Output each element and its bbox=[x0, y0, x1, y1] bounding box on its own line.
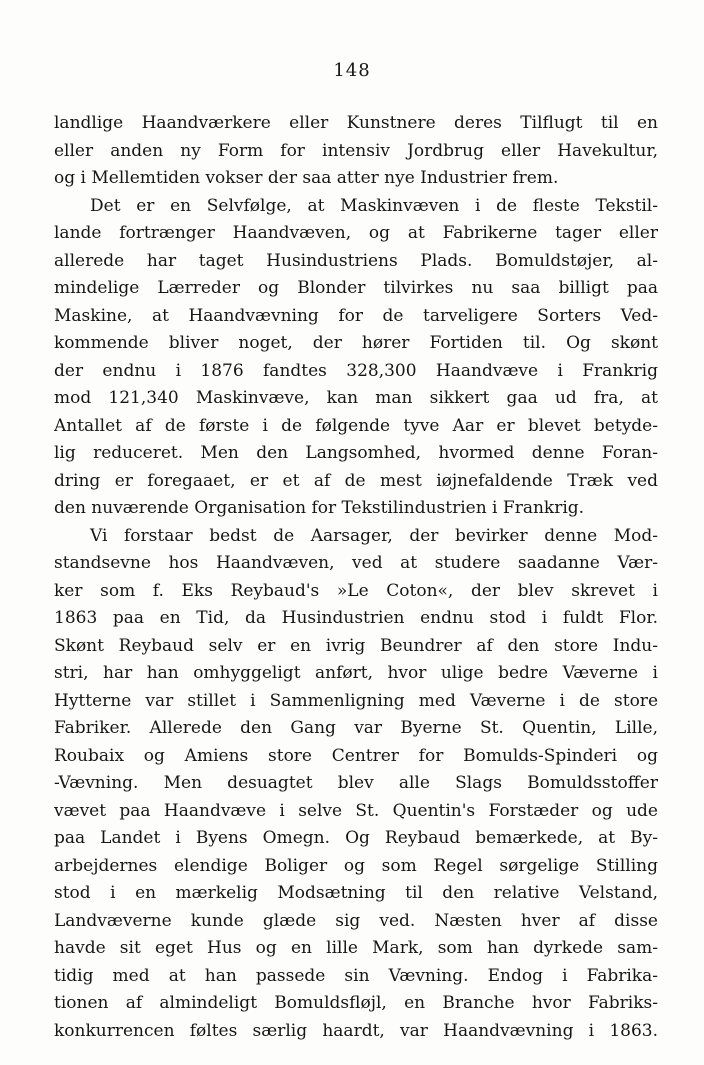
text-line: Maskine, at Haandvævning for de tarveligere Sorters Ved- bbox=[54, 305, 658, 326]
text-line: Antallet af de første i de følgende tyve Aar er blevet betyde- bbox=[54, 415, 658, 436]
text-line: konkurrencen føltes særlig haardt, var Haandvævning i 1863. bbox=[54, 1020, 658, 1041]
text-line: stod i en mærkelig Modsætning til den relative Velstand, bbox=[54, 883, 658, 903]
text-line: dring er foregaaet, er et af de mest iøjnefaldende Træk ved bbox=[54, 470, 658, 491]
text-line: paa Landet i Byens Omegn. Og Reybaud bemærkede, at By- bbox=[54, 828, 658, 848]
text-line: kommende bliver noget, der hører Fortiden til. Og skønt bbox=[54, 333, 658, 353]
text-line: den nuværende Organisation for Tekstilindustrien i Frankrig. bbox=[54, 498, 585, 518]
text-line: 1863 paa en Tid, da Husindustrien endnu stod i fuldt Flor. bbox=[54, 608, 658, 628]
text-line: der endnu i 1876 fandtes 328,300 Haandvæve i Frankrig bbox=[54, 360, 658, 381]
text-line: eller anden ny Form for intensiv Jordbrug eller Havekultur, bbox=[54, 140, 658, 161]
text-line: allerede har taget Husindustriens Plads. Bomuldstøjer, al- bbox=[54, 250, 658, 271]
text-line: Skønt Reybaud selv er en ivrig Beundrer af den store Indu- bbox=[54, 635, 658, 656]
text-line: Vi forstaar bedst de Aarsager, der bevirker denne Mod- bbox=[90, 525, 658, 546]
text-line: lande fortrænger Haandvæven, og at Fabrikerne tager eller bbox=[54, 223, 658, 243]
text-line: mindelige Lærreder og Blonder tilvirkes nu saa billigt paa bbox=[54, 278, 658, 298]
text-line: mod 121,340 Maskinvæve, kan man sikkert gaa ud fra, at bbox=[54, 388, 658, 408]
text-line: Roubaix og Amiens store Centrer for Bomulds-Spinderi og bbox=[54, 745, 658, 766]
text-line: tidig med at han passede sin Vævning. Endog i Fabrika- bbox=[54, 965, 658, 986]
text-line: ker som f. Eks Reybaud's »Le Coton«, der blev skrevet i bbox=[54, 580, 658, 601]
text-line: havde sit eget Hus og en lille Mark, som han dyrkede sam- bbox=[54, 938, 658, 958]
text-line: -Vævning. Men desuagtet blev alle Slags Bomuldsstoffer bbox=[54, 773, 658, 793]
text-line: Fabriker. Allerede den Gang var Byerne St. Quentin, Lille, bbox=[54, 718, 658, 738]
text-line: standsevne hos Haandvæven, ved at studere saadanne Vær- bbox=[54, 553, 658, 573]
page-number: 148 bbox=[333, 60, 371, 81]
text-line: og i Mellemtiden vokser der saa atter nye Industrier frem. bbox=[54, 168, 559, 188]
text-line: lig reduceret. Men den Langsomhed, hvormed denne Foran- bbox=[54, 443, 658, 463]
text-line: stri, har han omhyggeligt anført, hvor ulige bedre Væverne i bbox=[54, 663, 658, 683]
text-line: landlige Haandværkere eller Kunstnere deres Tilflugt til en bbox=[54, 113, 658, 133]
text-line: Det er en Selvfølge, at Maskinvæven i de fleste Tekstil- bbox=[90, 195, 658, 216]
text-line: arbejdernes elendige Boliger og som Regel sørgelige Stilling bbox=[54, 855, 658, 876]
text-line: Landvæverne kunde glæde sig ved. Næsten hver af disse bbox=[54, 910, 658, 931]
text-line: Hytterne var stillet i Sammenligning med Væverne i de store bbox=[54, 690, 658, 711]
text-line: tionen af almindeligt Bomuldsfløjl, en Branche hvor Fabriks- bbox=[54, 993, 658, 1013]
body-text bbox=[54, 110, 658, 1045]
text-line: vævet paa Haandvæve i selve St. Quentin's Forstæder og ude bbox=[54, 800, 658, 821]
